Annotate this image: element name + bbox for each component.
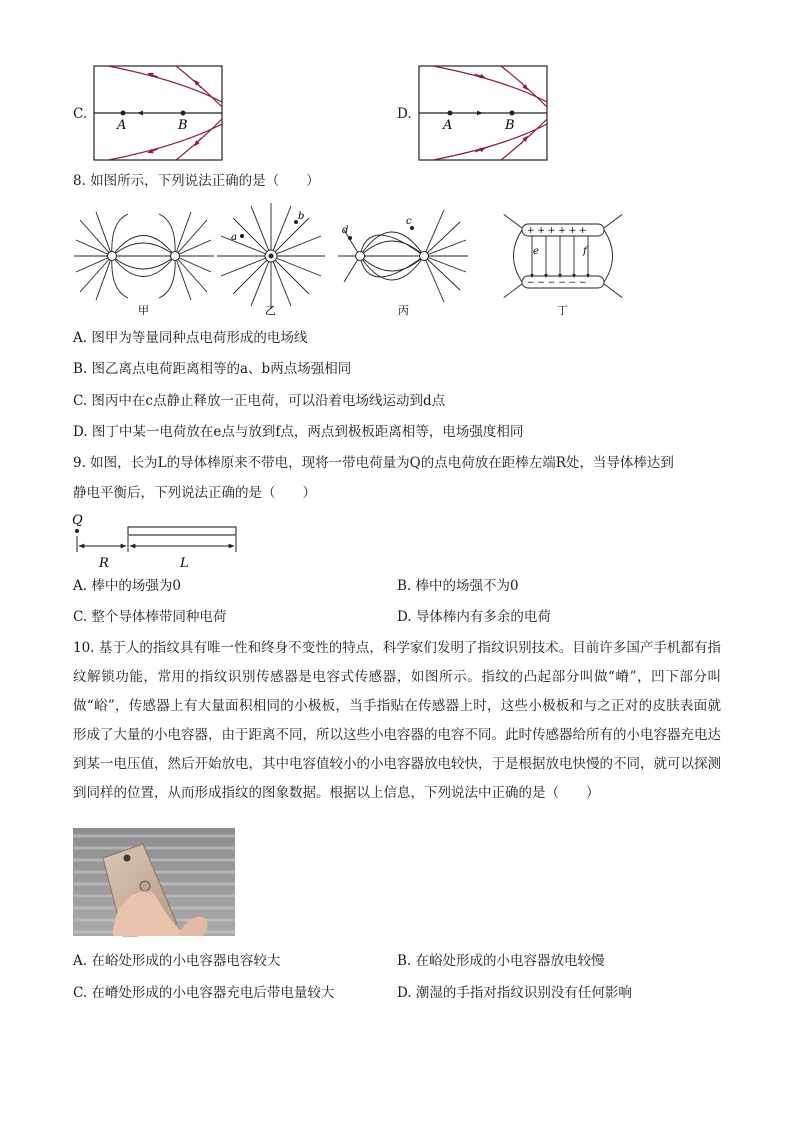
q10-option-d[interactable]: D. 潮湿的手指对指纹识别没有任何影响 xyxy=(397,985,632,1001)
q9-option-c[interactable]: C. 整个导体棒带同种电荷 xyxy=(73,609,227,625)
fig-point-d: d xyxy=(342,225,349,236)
fig-label-ding: 丁 xyxy=(557,304,568,317)
fig-point-b: b xyxy=(298,211,305,222)
q7-option-c-label[interactable]: C. xyxy=(73,106,88,122)
q8-option-c[interactable]: C. 图丙中在c点静止释放一正电荷，可以沿着电场线运动到d点 xyxy=(73,393,446,409)
q8-stem: 8. 如图所示，下列说法正确的是（ ） xyxy=(73,173,320,189)
q9-stem-line2: 静电平衡后，下列说法正确的是（ ） xyxy=(73,485,316,501)
q10-option-b[interactable]: B. 在峪处形成的小电容器放电较慢 xyxy=(397,953,605,969)
q9-stem-line1: 9. 如图，长为L的导体棒原来不带电，现将一带电荷量为Q的点电荷放在距棒左端R处，当导体棒达到 xyxy=(73,455,674,471)
fig-label-yi: 乙 xyxy=(265,304,276,317)
q8-option-b[interactable]: B. 图乙离点电荷距离相等的a、b两点场强相同 xyxy=(73,361,352,377)
q8-option-a[interactable]: A. 图甲为等量同种点电荷形成的电场线 xyxy=(73,330,308,346)
q7-option-d-label[interactable]: D. xyxy=(397,106,412,122)
fig-label-jia: 甲 xyxy=(138,304,149,317)
q7c-point-b: B xyxy=(178,118,188,133)
svg-text:+ + + + + +: + + + + + + xyxy=(527,226,587,236)
q10-option-c[interactable]: C. 在嵴处形成的小电容器充电后带电量较大 xyxy=(73,985,335,1001)
q8-option-d[interactable]: D. 图丁中某一电荷放在e点与放到f点，两点到极板距离相等，电场强度相同 xyxy=(73,424,524,440)
q9-charge-label: Q xyxy=(72,513,83,528)
svg-text:− − − − − −: − − − − − − xyxy=(527,278,587,288)
fig-point-c: c xyxy=(406,216,412,227)
fig-point-e: e xyxy=(533,246,539,257)
q9-option-a[interactable]: A. 棒中的场强为0 xyxy=(73,578,181,594)
q10-phone-photo xyxy=(73,828,235,936)
q9-length-label: L xyxy=(180,556,189,571)
q7d-point-a: A xyxy=(443,118,453,133)
q9-option-b[interactable]: B. 棒中的场强不为0 xyxy=(397,578,519,594)
q9-option-d[interactable]: D. 导体棒内有多余的电荷 xyxy=(397,609,551,625)
q9-distance-label: R xyxy=(99,556,109,571)
fig-label-bing: 丙 xyxy=(398,304,409,317)
q7d-point-b: B xyxy=(505,118,515,133)
q10-stem: 10. 基于人的指纹具有唯一性和终身不变性的特点，科学家们发明了指纹识别技术。目前许多国产手机都有指纹解锁功能，常用的指纹识别传感器是电容式传感器，如图所示。指纹的凸起部分叫做“嵴”，凹下部分叫做“峪”，传感器上有大量面积相同的小极板，当手指贴在传感器上时，这些小极板和与之正对的皮肤表面就形成了大量的小电容器，由于距离不同，所以这些小电容器的电容不同。此时传感器给所有的小电容器充电达到某一电压值，然后开始放电，其中电容值较小的小电容器放电较快，于是根据放电快慢的不同，就可以探测到同样的位置，从而形成指纹的图象数据。根据以上信息，下列说法中正确的是（ ） xyxy=(73,640,721,801)
q10-option-a[interactable]: A. 在峪处形成的小电容器电容较大 xyxy=(73,953,281,969)
fig-point-a: a xyxy=(231,232,237,243)
q7c-point-a: A xyxy=(117,118,127,133)
fig-point-f: f xyxy=(583,246,587,257)
